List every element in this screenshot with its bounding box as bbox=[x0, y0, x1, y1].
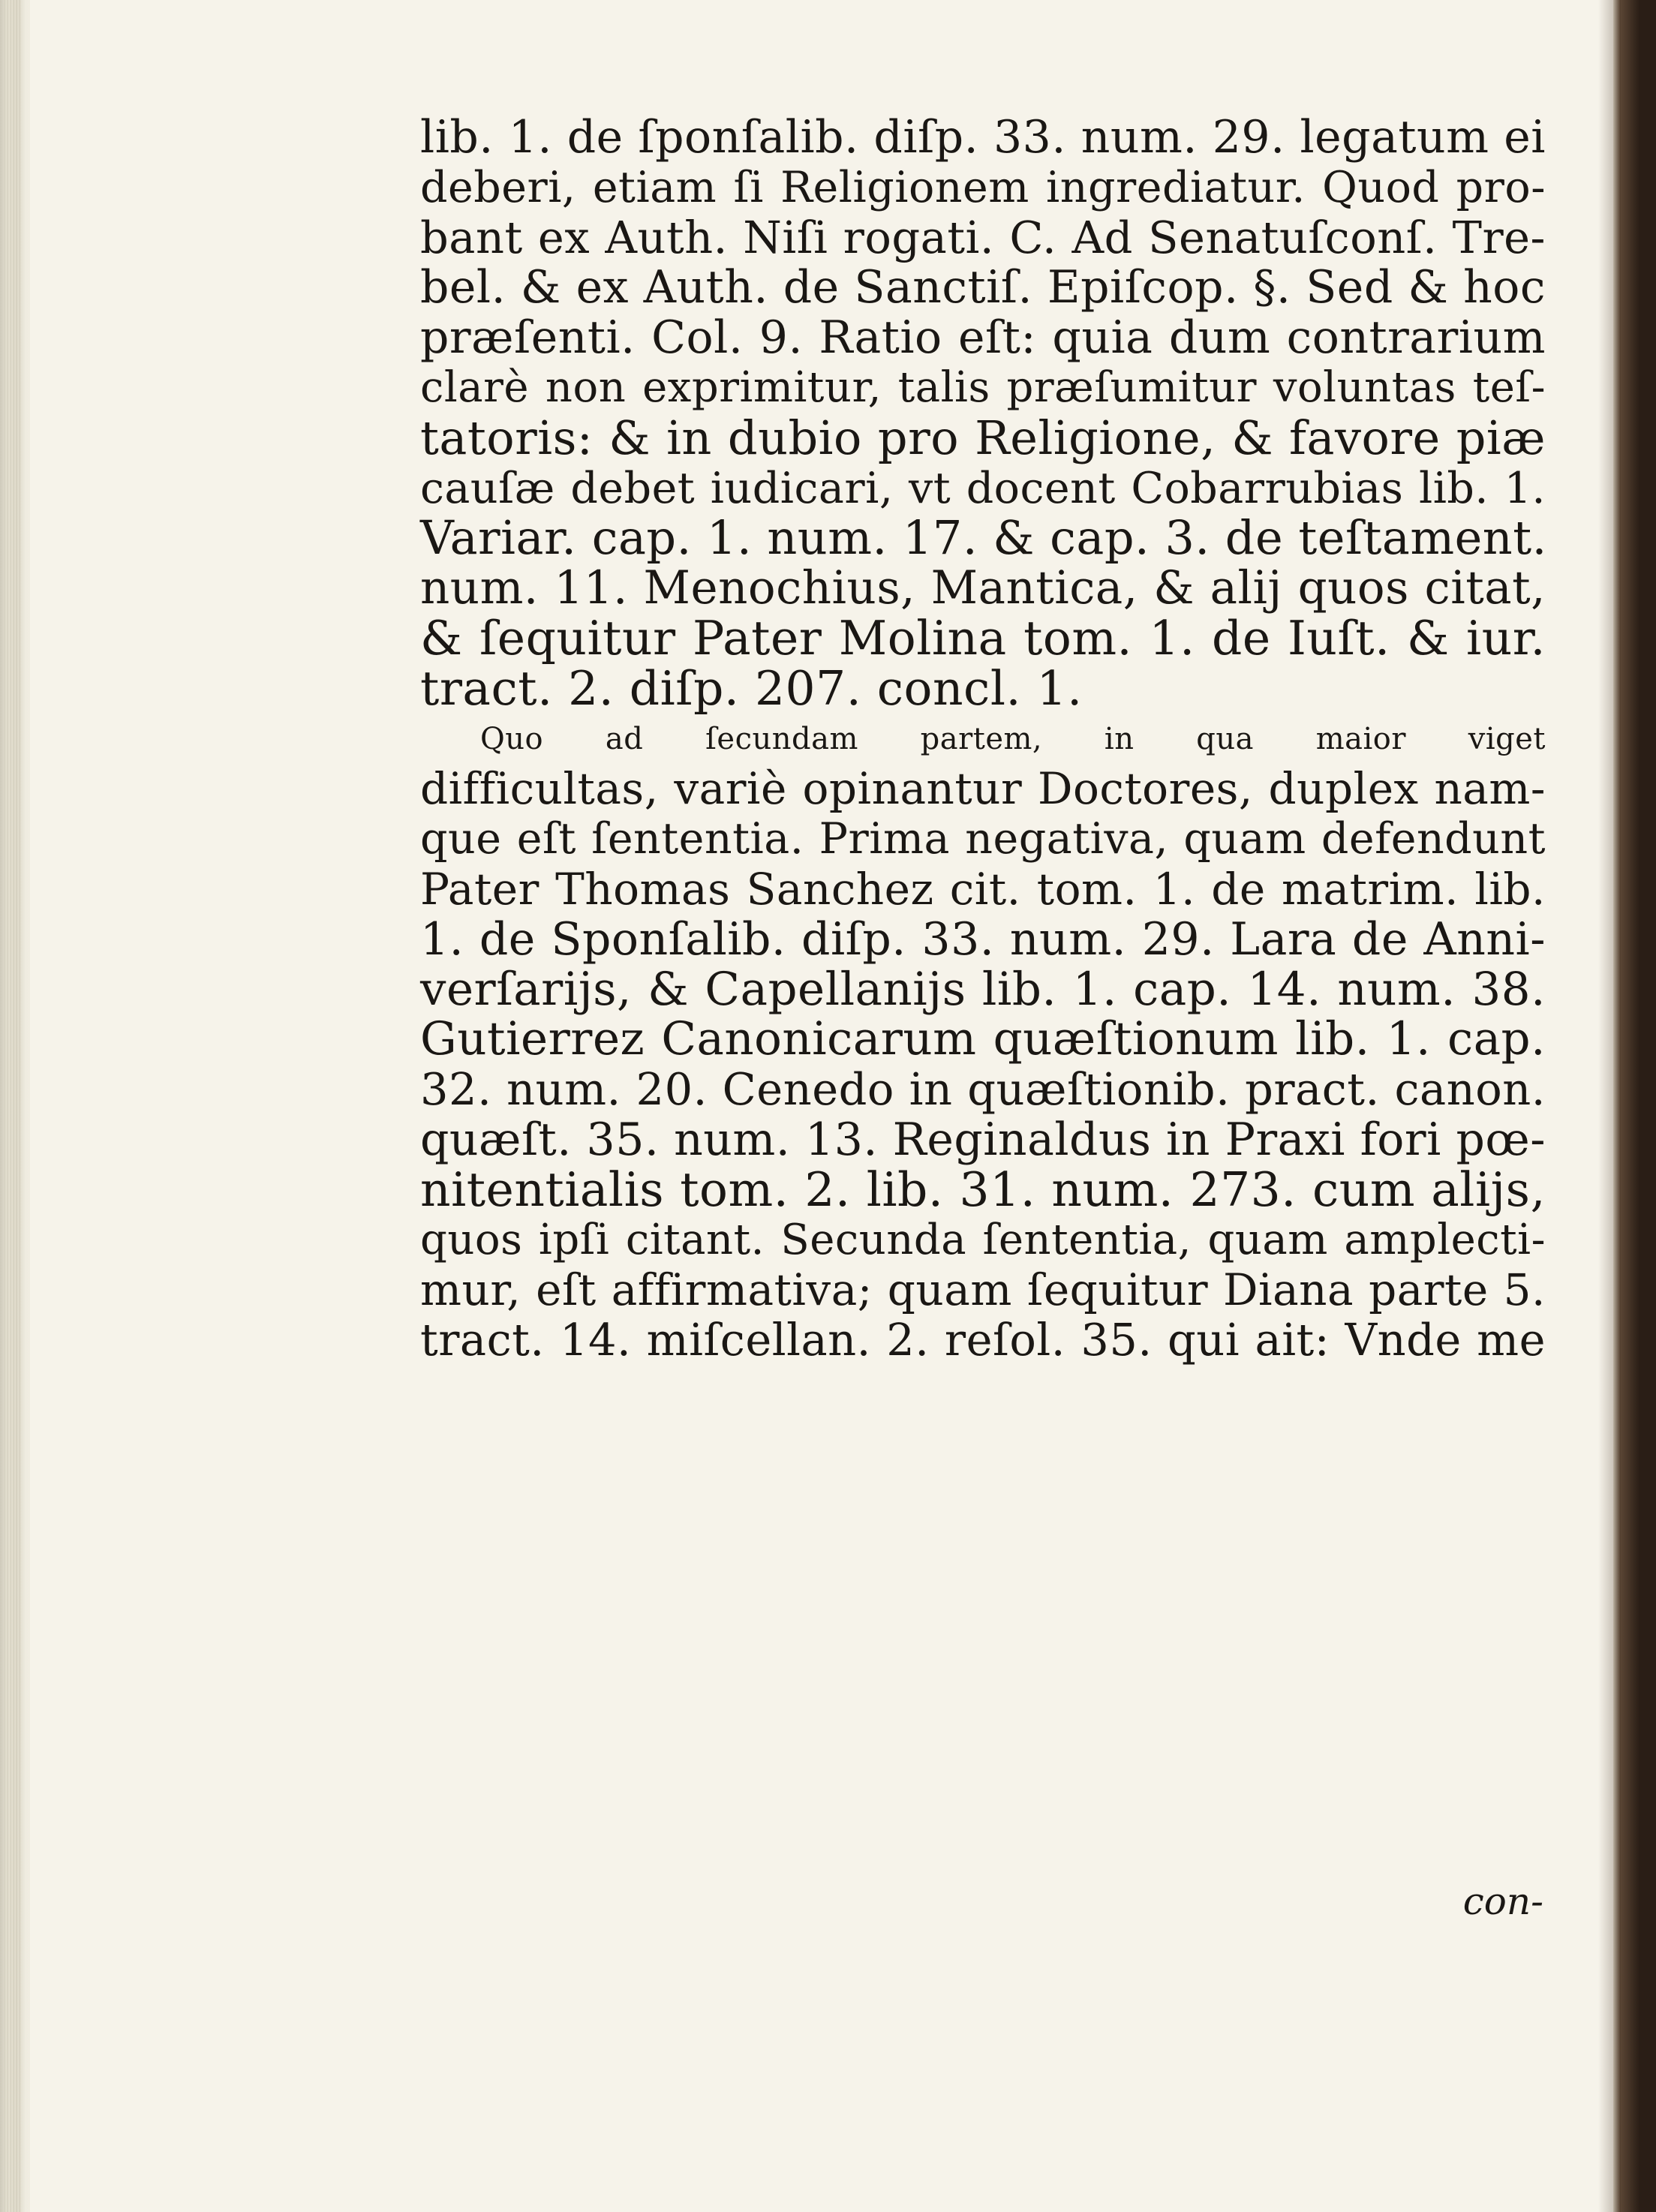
page-edges bbox=[5, 0, 21, 2212]
text-line: mur, eſt affirmativa; quam ſequitur Diana parte 5. bbox=[420, 1264, 1546, 1316]
text-line: difficultas, variè opinantur Doctores, duplex nam- bbox=[420, 763, 1546, 815]
text-block bbox=[420, 113, 1546, 1366]
text-line: 1. de Sponſalib. diſp. 33. num. 29. Lara de Anni- bbox=[420, 912, 1546, 966]
text-line: lib. 1. de ſponſalib. diſp. 33. num. 29. legatum ei bbox=[420, 111, 1546, 164]
text-line: 32. num. 20. Cenedo in quæſtionib. pract. canon. bbox=[420, 1063, 1546, 1116]
text-line: quos ipſi citant. Secunda ſententia, quam amplecti- bbox=[420, 1215, 1546, 1264]
text-line: bant ex Auth. Niſi rogati. C. Ad Senatuſconſ. Tre- bbox=[420, 211, 1546, 263]
text-line: tract. 14. miſcellan. 2. reſol. 35. qui ait: Vnde me bbox=[420, 1314, 1546, 1366]
text-line: quæſt. 35. num. 13. Reginaldus in Praxi fori pœ- bbox=[420, 1113, 1546, 1166]
paragraph-first-line: Quo ad ſecundam partem, in qua maior viget bbox=[480, 721, 1546, 756]
text-line: verſarijs, & Capellanijs lib. 1. cap. 14. num. 38. bbox=[420, 962, 1546, 1016]
text-line: tatoris: & in dubio pro Religione, & favore piæ bbox=[420, 410, 1546, 465]
text-line: deberi, etiam ſi Religionem ingrediatur. Quod pro- bbox=[420, 162, 1546, 212]
text-line: nitentialis tom. 2. lib. 31. num. 273. cum alijs, bbox=[420, 1162, 1546, 1217]
catchword: con- bbox=[1462, 1880, 1543, 1923]
text-line: bel. & ex Auth. de Sanctiſ. Epiſcop. §. Sed & hoc bbox=[420, 261, 1546, 314]
text-line: Gutierrez Canonicarum quæſtionum lib. 1. cap. bbox=[420, 1012, 1546, 1066]
text-line: Pater Thomas Sanchez cit. tom. 1. de matrim. lib. bbox=[420, 863, 1546, 915]
binding-shadow bbox=[1598, 0, 1621, 2212]
text-line: præſenti. Col. 9. Ratio eſt: quia dum contrarium bbox=[420, 311, 1546, 365]
text-line: cauſæ debet iudicari, vt docent Cobarrubias lib. 1. bbox=[420, 463, 1546, 513]
text-line: Variar. cap. 1. num. 17. & cap. 3. de teſtament. bbox=[420, 510, 1547, 566]
text-line: que eſt ſententia. Prima negativa, quam defendunt bbox=[420, 814, 1546, 864]
text-line: tract. 2. diſp. 207. concl. 1. bbox=[420, 660, 1083, 716]
text-line: num. 11. Menochius, Mantica, & alij quos citat, bbox=[420, 561, 1546, 615]
text-line: & ſequitur Pater Molina tom. 1. de Iuſt. & iur. bbox=[420, 610, 1546, 666]
text-line: clarè non exprimitur, talis præſumitur voluntas teſ- bbox=[420, 362, 1546, 412]
